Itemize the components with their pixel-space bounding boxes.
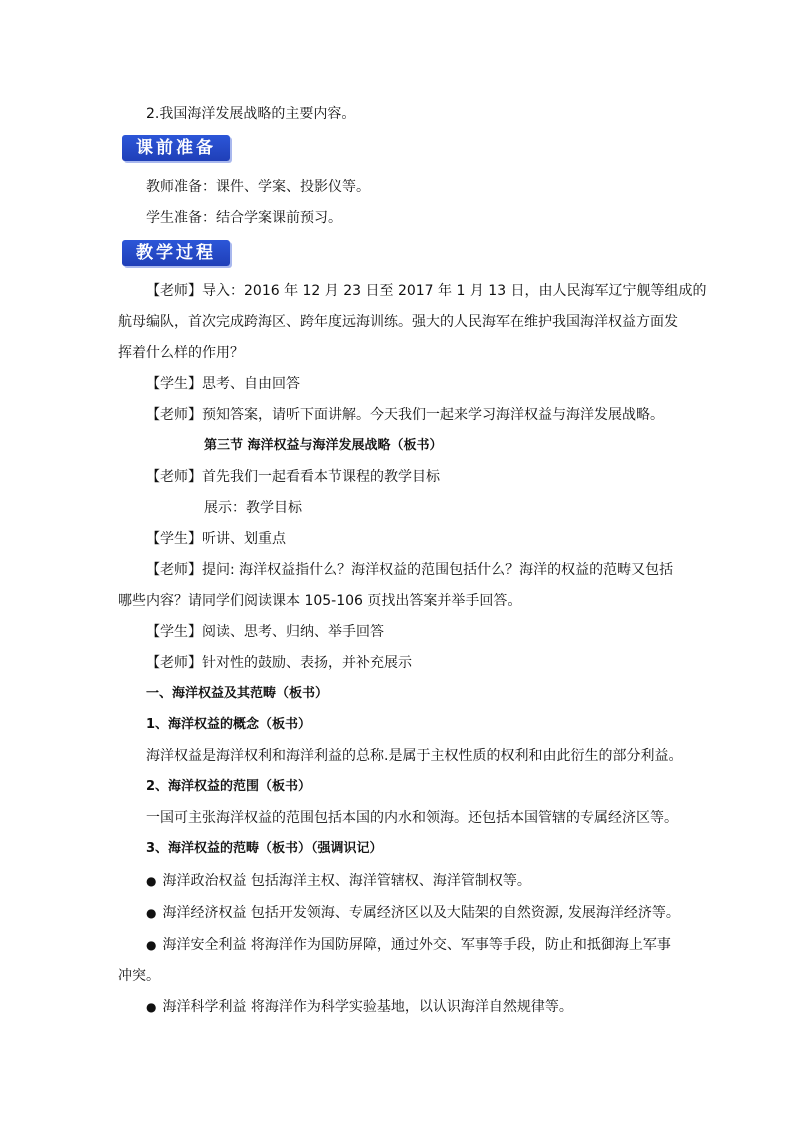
section-badge-process: 教学过程 [122,240,230,266]
text-line: 海洋权益是海洋权利和海洋利益的总称.是属于主权性质的权利和由此衍生的部分利益。 [146,748,683,764]
bullet-item [146,905,680,921]
text-line: 【老师】针对性的鼓励、表扬，并补充展示 [146,655,412,671]
bullet-item [146,999,573,1015]
text-line: 【老师】首先我们一起看看本节课程的教学目标 [146,469,440,485]
text-line: 哪些内容？请同学们阅读课本 105-106 页找出答案并举手回答。 [118,593,522,609]
text-line: 【老师】提问: 海洋权益指什么？海洋权益的范围包括什么？海洋的权益的范畴又包括 [146,562,674,578]
text-line: 教师准备：课件、学案、投影仪等。 [146,179,370,195]
text-line: 挥着什么样的作用？ [118,345,244,361]
text-line: 2.我国海洋发展战略的主要内容。 [146,106,356,122]
text-line: 冲突。 [118,968,160,984]
bullet-text: 海洋科学利益 将海洋作为科学实验基地，以认识海洋自然规律等。 [162,999,573,1015]
text-line: 展示：教学目标 [204,500,302,516]
text-line: 【学生】阅读、思考、归纳、举手回答 [146,624,384,640]
bullet-icon: ● [146,1000,157,1014]
text-line: 航母编队，首次完成跨海区、跨年度远海训练。强大的人民海军在维护我国海洋权益方面发 [118,314,678,330]
bullet-text: 海洋政治权益 包括海洋主权、海洋管辖权、海洋管制权等。 [162,873,531,889]
subsection-heading: 2、海洋权益的范围（板书） [146,779,312,794]
bullet-icon: ● [146,938,157,952]
text-line: 一国可主张海洋权益的范围包括本国的内水和领海。还包括本国管辖的专属经济区等。 [146,810,678,826]
text-line: 【学生】思考、自由回答 [146,376,300,392]
text-line: 学生准备：结合学案课前预习。 [146,210,342,226]
bullet-text: 海洋经济权益 包括开发领海、专属经济区以及大陆架的自然资源, 发展海洋经济等。 [162,905,680,921]
bullet-icon: ● [146,906,157,920]
bullet-text: 海洋安全利益 将海洋作为国防屏障，通过外交、军事等手段，防止和抵御海上军事 [162,937,671,953]
section-heading: 一、海洋权益及其范畴（板书） [146,686,329,701]
bullet-item [146,873,531,889]
bullet-item [146,937,671,953]
text-line: 【学生】听讲、划重点 [146,531,286,547]
subsection-heading: 3、海洋权益的范畴（板书）（强调识记） [146,841,383,856]
text-line: 【老师】预知答案，请听下面讲解。今天我们一起来学习海洋权益与海洋发展战略。 [146,407,664,423]
text-line: 【老师】导入：2016 年 12 月 23 日至 2017 年 1 月 13 日，由人民海军辽宁舰等组成的 [146,283,707,299]
bullet-icon: ● [146,874,157,888]
section-badge-prep: 课前准备 [122,135,230,161]
lesson-title: 第三节 海洋权益与海洋发展战略（板书） [204,438,443,453]
subsection-heading: 1、海洋权益的概念（板书） [146,717,312,732]
